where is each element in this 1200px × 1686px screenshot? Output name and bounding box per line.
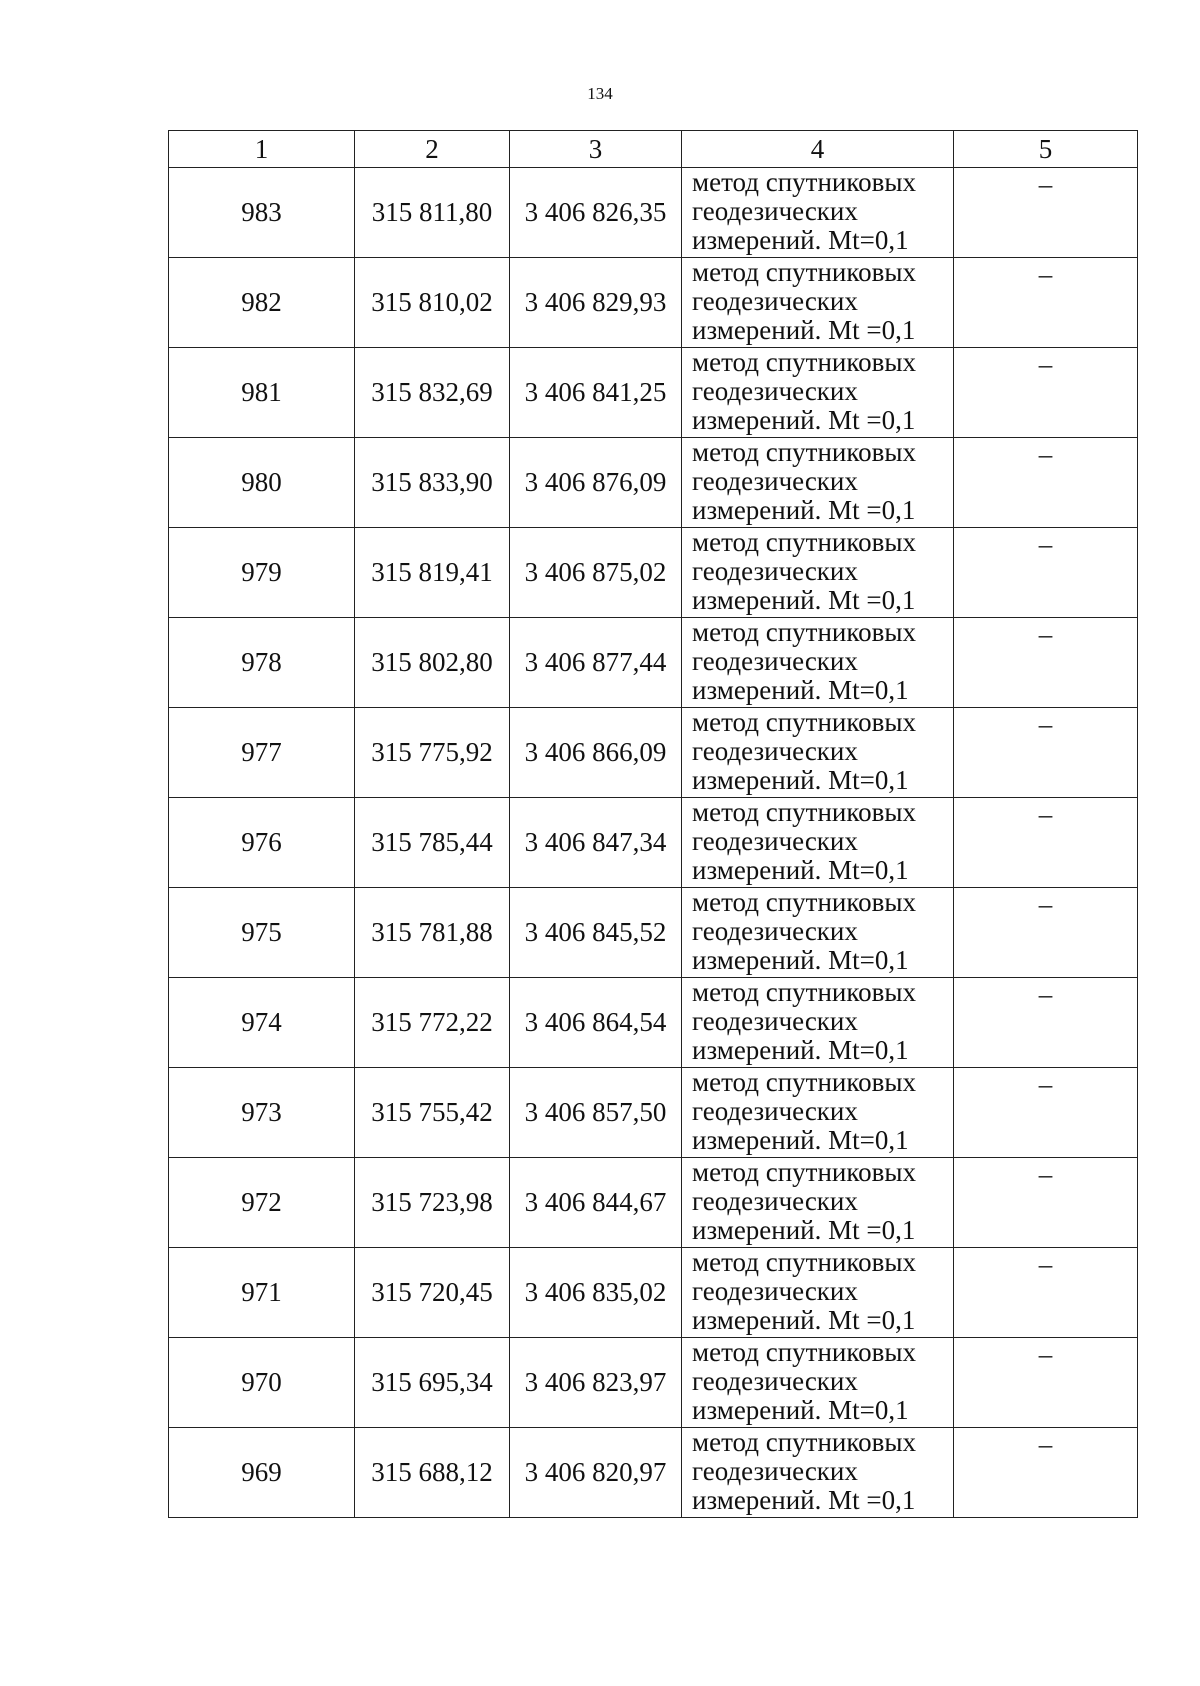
method-line-1: метод спутниковых xyxy=(692,167,916,197)
method-description xyxy=(682,438,954,528)
coordinate-y: 3 406 820,97 xyxy=(510,1428,682,1518)
note-cell: – xyxy=(954,168,1138,258)
table-row xyxy=(169,168,1138,258)
header-col-2: 2 xyxy=(355,131,510,168)
header-col-4: 4 xyxy=(682,131,954,168)
coordinate-y: 3 406 823,97 xyxy=(510,1338,682,1428)
point-number: 981 xyxy=(169,348,355,438)
method-line-2: геодезических xyxy=(692,736,858,766)
method-description xyxy=(682,798,954,888)
coordinate-y: 3 406 876,09 xyxy=(510,438,682,528)
header-col-1: 1 xyxy=(169,131,355,168)
coordinate-x: 315 688,12 xyxy=(355,1428,510,1518)
method-line-2: геодезических xyxy=(692,1096,858,1126)
method-line-1: метод спутниковых xyxy=(692,1427,916,1457)
method-description xyxy=(682,708,954,798)
method-line-3: измерений. Mt=0,1 xyxy=(692,945,909,975)
point-number: 969 xyxy=(169,1428,355,1518)
coordinate-y: 3 406 845,52 xyxy=(510,888,682,978)
coordinate-x: 315 833,90 xyxy=(355,438,510,528)
method-description xyxy=(682,1248,954,1338)
table-body xyxy=(169,168,1138,1518)
note-cell: – xyxy=(954,618,1138,708)
coordinate-x: 315 819,41 xyxy=(355,528,510,618)
method-line-3: измерений. Mt=0,1 xyxy=(692,855,909,885)
coordinate-y: 3 406 857,50 xyxy=(510,1068,682,1158)
header-col-3: 3 xyxy=(510,131,682,168)
point-number: 977 xyxy=(169,708,355,798)
method-line-3: измерений. Mt =0,1 xyxy=(692,495,916,525)
method-line-1: метод спутниковых xyxy=(692,887,916,917)
coordinate-x: 315 720,45 xyxy=(355,1248,510,1338)
note-cell: – xyxy=(954,708,1138,798)
coordinate-x: 315 811,80 xyxy=(355,168,510,258)
method-line-2: геодезических xyxy=(692,1186,858,1216)
coordinate-x: 315 755,42 xyxy=(355,1068,510,1158)
header-col-5: 5 xyxy=(954,131,1138,168)
coordinate-x: 315 781,88 xyxy=(355,888,510,978)
method-line-3: измерений. Mt=0,1 xyxy=(692,1035,909,1065)
note-cell: – xyxy=(954,438,1138,528)
method-line-1: метод спутниковых xyxy=(692,1067,916,1097)
point-number: 982 xyxy=(169,258,355,348)
coordinate-y: 3 406 877,44 xyxy=(510,618,682,708)
method-line-3: измерений. Mt =0,1 xyxy=(692,1215,916,1245)
note-cell: – xyxy=(954,528,1138,618)
coordinate-x: 315 723,98 xyxy=(355,1158,510,1248)
method-line-3: измерений. Mt=0,1 xyxy=(692,1125,909,1155)
note-cell: – xyxy=(954,348,1138,438)
point-number: 973 xyxy=(169,1068,355,1158)
method-line-3: измерений. Mt=0,1 xyxy=(692,1395,909,1425)
table-row xyxy=(169,708,1138,798)
table-row xyxy=(169,1068,1138,1158)
coordinate-x: 315 775,92 xyxy=(355,708,510,798)
table-row xyxy=(169,618,1138,708)
method-line-3: измерений. Mt =0,1 xyxy=(692,315,916,345)
page-number: 134 xyxy=(587,84,613,103)
method-line-1: метод спутниковых xyxy=(692,437,916,467)
table-row xyxy=(169,1158,1138,1248)
point-number: 978 xyxy=(169,618,355,708)
point-number: 976 xyxy=(169,798,355,888)
method-line-3: измерений. Mt =0,1 xyxy=(692,585,916,615)
method-line-2: геодезических xyxy=(692,826,858,856)
method-description xyxy=(682,1068,954,1158)
method-line-1: метод спутниковых xyxy=(692,1157,916,1187)
coordinate-y: 3 406 844,67 xyxy=(510,1158,682,1248)
coordinate-y: 3 406 866,09 xyxy=(510,708,682,798)
note-cell: – xyxy=(954,258,1138,348)
coordinate-y: 3 406 875,02 xyxy=(510,528,682,618)
method-description xyxy=(682,1428,954,1518)
point-number: 971 xyxy=(169,1248,355,1338)
point-number: 979 xyxy=(169,528,355,618)
coordinate-x: 315 802,80 xyxy=(355,618,510,708)
method-line-2: геодезических xyxy=(692,916,858,946)
method-line-1: метод спутниковых xyxy=(692,1247,916,1277)
method-line-2: геодезических xyxy=(692,466,858,496)
table-row xyxy=(169,528,1138,618)
table-row xyxy=(169,888,1138,978)
coordinate-x: 315 832,69 xyxy=(355,348,510,438)
note-cell: – xyxy=(954,798,1138,888)
point-number: 983 xyxy=(169,168,355,258)
coordinate-x: 315 695,34 xyxy=(355,1338,510,1428)
method-line-2: геодезических xyxy=(692,1276,858,1306)
method-line-3: измерений. Mt =0,1 xyxy=(692,1305,916,1335)
coordinate-y: 3 406 847,34 xyxy=(510,798,682,888)
method-description xyxy=(682,348,954,438)
method-line-3: измерений. Mt =0,1 xyxy=(692,1485,916,1515)
method-line-2: геодезических xyxy=(692,1456,858,1486)
method-line-3: измерений. Mt =0,1 xyxy=(692,405,916,435)
point-number: 974 xyxy=(169,978,355,1068)
coordinate-x: 315 810,02 xyxy=(355,258,510,348)
method-line-2: геодезических xyxy=(692,556,858,586)
method-line-1: метод спутниковых xyxy=(692,527,916,557)
method-line-1: метод спутниковых xyxy=(692,707,916,737)
note-cell: – xyxy=(954,978,1138,1068)
method-line-1: метод спутниковых xyxy=(692,797,916,827)
method-line-2: геодезических xyxy=(692,1366,858,1396)
table-row xyxy=(169,348,1138,438)
method-line-2: геодезических xyxy=(692,376,858,406)
method-line-3: измерений. Mt=0,1 xyxy=(692,675,909,705)
coordinates-table xyxy=(168,130,1138,1518)
coordinate-x: 315 772,22 xyxy=(355,978,510,1068)
coordinate-y: 3 406 841,25 xyxy=(510,348,682,438)
note-cell: – xyxy=(954,1068,1138,1158)
point-number: 975 xyxy=(169,888,355,978)
method-line-2: геодезических xyxy=(692,286,858,316)
method-description xyxy=(682,888,954,978)
table-row xyxy=(169,1248,1138,1338)
point-number: 972 xyxy=(169,1158,355,1248)
table-header xyxy=(169,131,1138,168)
header-row xyxy=(169,131,1138,168)
table-row xyxy=(169,1428,1138,1518)
method-line-1: метод спутниковых xyxy=(692,257,916,287)
note-cell: – xyxy=(954,1428,1138,1518)
method-line-1: метод спутниковых xyxy=(692,977,916,1007)
method-line-2: геодезических xyxy=(692,1006,858,1036)
method-description xyxy=(682,978,954,1068)
coordinate-y: 3 406 864,54 xyxy=(510,978,682,1068)
method-description xyxy=(682,528,954,618)
table-row xyxy=(169,978,1138,1068)
table-row xyxy=(169,798,1138,888)
method-line-1: метод спутниковых xyxy=(692,347,916,377)
method-description xyxy=(682,1158,954,1248)
method-description xyxy=(682,168,954,258)
method-line-1: метод спутниковых xyxy=(692,617,916,647)
method-line-1: метод спутниковых xyxy=(692,1337,916,1367)
note-cell: – xyxy=(954,1158,1138,1248)
point-number: 970 xyxy=(169,1338,355,1428)
table-row xyxy=(169,1338,1138,1428)
method-line-2: геодезических xyxy=(692,196,858,226)
note-cell: – xyxy=(954,1248,1138,1338)
method-line-2: геодезических xyxy=(692,646,858,676)
coordinate-y: 3 406 829,93 xyxy=(510,258,682,348)
coordinate-x: 315 785,44 xyxy=(355,798,510,888)
method-description xyxy=(682,618,954,708)
method-description xyxy=(682,1338,954,1428)
method-line-3: измерений. Mt=0,1 xyxy=(692,225,909,255)
coordinate-y: 3 406 826,35 xyxy=(510,168,682,258)
method-description xyxy=(682,258,954,348)
note-cell: – xyxy=(954,1338,1138,1428)
note-cell: – xyxy=(954,888,1138,978)
method-line-3: измерений. Mt=0,1 xyxy=(692,765,909,795)
table-row xyxy=(169,438,1138,528)
table-row xyxy=(169,258,1138,348)
point-number: 980 xyxy=(169,438,355,528)
coordinate-y: 3 406 835,02 xyxy=(510,1248,682,1338)
